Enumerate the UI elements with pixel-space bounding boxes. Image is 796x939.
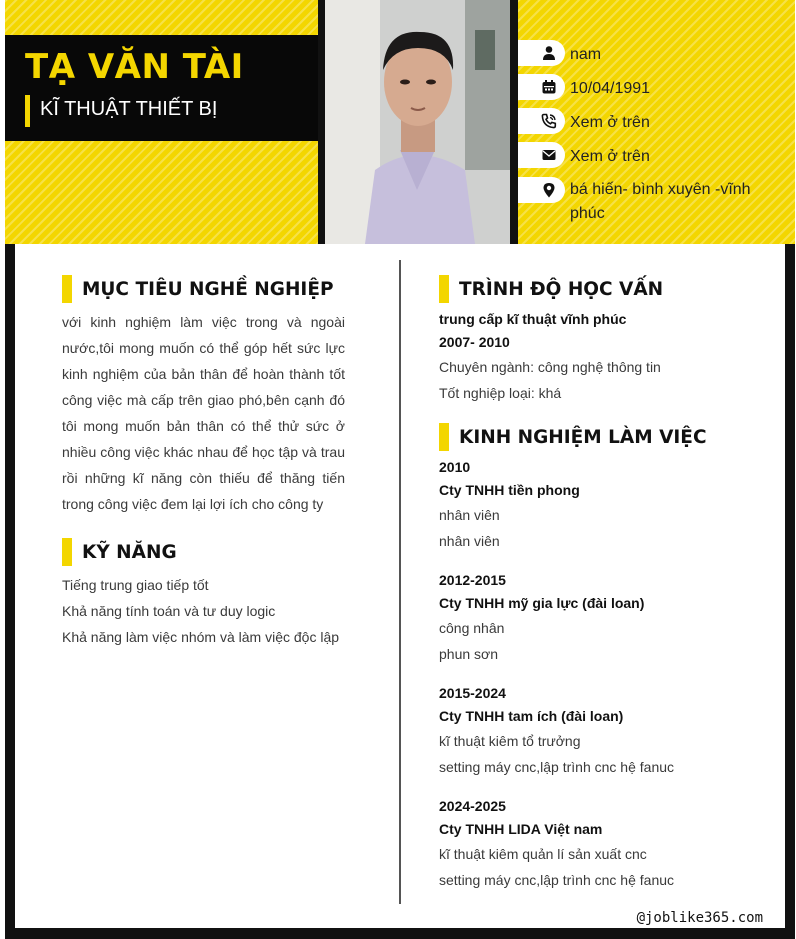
profile-photo-illustration — [325, 0, 510, 244]
experience-years: 2010 — [439, 459, 471, 475]
education-major: Chuyên ngành: công nghệ thông tin — [439, 359, 661, 375]
job-title: KĨ THUẬT THIẾT BỊ — [40, 98, 218, 120]
contact-email — [518, 142, 780, 169]
experience-company: Cty TNHH tiền phong — [439, 482, 580, 498]
profile-photo — [325, 0, 510, 244]
education-title: TRÌNH ĐỘ HỌC VẤN — [459, 278, 664, 300]
experience-line: công nhân — [439, 620, 505, 636]
mail-icon — [541, 147, 557, 163]
experience-company: Cty TNHH LIDA Việt nam — [439, 821, 603, 837]
education-heading — [439, 275, 663, 303]
experience-title: KINH NGHIỆM LÀM VIỆC — [459, 426, 707, 448]
experience-line: nhân viên — [439, 533, 500, 549]
experience-years: 2024-2025 — [439, 798, 506, 814]
experience-item — [439, 569, 644, 667]
education-entry — [439, 308, 661, 406]
column-divider — [399, 260, 401, 904]
skills-heading — [62, 538, 177, 566]
education-years: 2007- 2010 — [439, 334, 510, 350]
experience-line: kĩ thuật kiêm tổ trưởng — [439, 733, 581, 749]
education-school: trung cấp kĩ thuật vĩnh phúc — [439, 311, 627, 327]
skills-list — [62, 572, 339, 650]
contact-gender-value: nam — [570, 46, 602, 63]
contact-gender — [518, 40, 780, 67]
education-grade: Tốt nghiệp loại: khá — [439, 385, 562, 401]
experience-company: Cty TNHH mỹ gia lực (đài loan) — [439, 595, 645, 611]
candidate-name: TẠ VĂN TÀI — [25, 47, 244, 87]
experience-years: 2012-2015 — [439, 572, 506, 588]
objective-text: với kinh nghiệm làm việc trong và ngoài nước,tôi mong muốn có thể góp hết sức lực kinh nghiệm của bản thân để hoàn thành tốt công việc mà cấp trên giao phó,bên cạnh đó tôi mong muốn bản thân có thể thử sức ở nhiều công việc khác nhau để học tập và trau rồi những kĩ năng còn thiếu để thăng tiến trong công việc đem lại lợi ích cho công ty — [62, 314, 345, 512]
objective-heading — [62, 275, 334, 303]
objective-title: MỤC TIÊU NGHỀ NGHIỆP — [82, 278, 334, 300]
contact-phone — [518, 108, 780, 135]
skill-item: Tiếng trung giao tiếp tốt — [62, 577, 209, 593]
experience-item — [439, 682, 674, 780]
experience-item — [439, 795, 674, 893]
experience-company: Cty TNHH tam ích (đài loan) — [439, 708, 624, 724]
experience-years: 2015-2024 — [439, 685, 506, 701]
experience-line: nhân viên — [439, 507, 500, 523]
contact-address — [518, 177, 780, 226]
contact-address-value: bá hiến- bình xuyên -vĩnh phúc — [570, 181, 751, 222]
contact-phone-value: Xem ở trên — [570, 114, 650, 131]
experience-line: setting máy cnc,lập trình cnc hệ fanuc — [439, 872, 675, 888]
skill-item: Khả năng làm việc nhóm và làm việc độc lập — [62, 629, 340, 645]
skill-item: Khả năng tính toán và tư duy logic — [62, 603, 276, 619]
contact-birthday-value: 10/04/1991 — [570, 80, 651, 97]
skills-title: KỸ NĂNG — [82, 541, 177, 563]
watermark: @joblike365.com — [636, 910, 763, 926]
phone-icon — [541, 113, 557, 129]
contact-birthday — [518, 74, 780, 101]
contact-email-value: Xem ở trên — [570, 148, 650, 165]
experience-line: phun sơn — [439, 646, 499, 662]
experience-line: kĩ thuật kiêm quản lí sản xuất cnc — [439, 846, 647, 862]
experience-heading — [439, 423, 707, 451]
experience-item — [439, 456, 580, 554]
location-pin-icon — [541, 182, 557, 198]
experience-line: setting máy cnc,lập trình cnc hệ fanuc — [439, 759, 675, 775]
calendar-icon — [541, 79, 557, 95]
user-icon — [541, 45, 557, 61]
job-title-accent-bar — [25, 95, 30, 127]
